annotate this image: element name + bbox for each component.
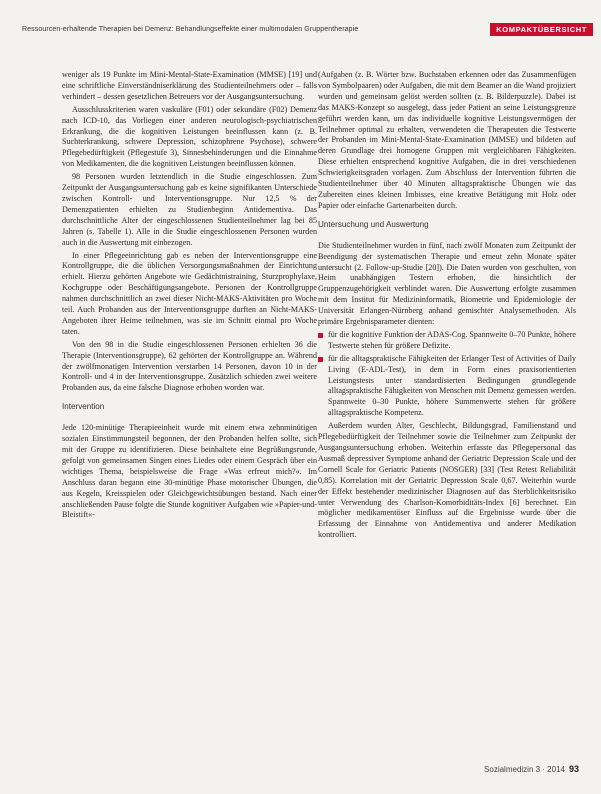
paragraph: weniger als 19 Punkte im Mini-Mental-State-Examination (MMSE) [19] und eine schriftliche Einverständniserklärung des Studienteilnehmers oder – falls verhindert – dessen gesetzlichen Betreuers vor der Ausgangsuntersuchung. xyxy=(62,70,317,101)
running-header xyxy=(22,22,593,36)
square-bullet-icon xyxy=(318,357,323,362)
paragraph: Ausschlusskriterien waren vaskuläre (F01) oder sekundäre (F02) Demenz nach ICD-10, das Vorliegen einer anderen neurologisch-psychiatrischen Erkrankung, die die kognitiven Leistungen beeinflussen kann (z. B. Suchterkrankung, schwere Depression, schizophrene Psychose), schwere Pflegebedürftigkeit (Pflegestufe 3), Sinnesbehinderungen und die Einnahme von Medikamenten, die die kognitiven Leistungen beeinflussen können. xyxy=(62,104,317,169)
left-column xyxy=(62,70,317,523)
paragraph: (Aufgaben (z. B. Wörter bzw. Buchstaben erkennen oder das Zusammenfügen von Symbolpaaren) oder Aufgaben, die mit dem Beamer an die Wand projiziert wurden und gemeinsam gelöst werden sollten (z. B. Bilderpuzzle). Dabei ist das MAKS-Konzept so ausgelegt, dass jeder Patient an seine Leistungsgrenze geführt werden kann, um das individuelle kognitive Leistungsvermögen der Teilnehmer optimal zu erhalten, verwendeten die Therapeuten die Testwerte der Probanden im Mini-Mental-State-Examination (MMSE) und bildeten auf deren Grundlage drei homogene Gruppen mit vergleichbaren Fähigkeiten. Diese erhielten entsprechend kognitive Aufgaben, die in drei verschiedenen Schwierigkeitsgraden vorlagen. Zum Abschluss der Intervention führten die Studienteilnehmer über 40 Minuten alltagspraktische Übungen wie das Zubereiten eines kleinen Imbisses, eine kreative Betätigung mit Holz oder Papier oder einfache Gartenarbeiten durch. xyxy=(318,70,576,210)
paragraph: In einer Pflegeeinrichtung gab es neben der Interventionsgruppe eine Kontrollgruppe, die die üblichen Versorgungsmaßnahmen der Einrichtung erhielt. Hierzu gehörten Angebote wie Gedächtnistraining, Sturzprophylaxe, Kochgruppe oder Beschäftigungsangebote. Personen der Kontrollgruppe nahmen durchschnittlich an zwei dieser Nicht-MAKS-Aktivitäten pro Woche teil. Auch Probanden aus der Interventionsgruppe durften an Nicht-MAKS-Angeboten ihrer Heime teilnehmen, was sie im Schnitt einmal pro Woche taten. xyxy=(62,250,317,336)
list-item xyxy=(318,330,576,352)
journal-name: Sozialmedizin 3 · 2014 xyxy=(484,764,565,774)
right-column xyxy=(318,70,576,543)
page-footer xyxy=(484,764,579,774)
section-heading: Intervention xyxy=(62,402,105,412)
list-item xyxy=(318,354,576,419)
page-number: 93 xyxy=(568,764,579,774)
bullet-list xyxy=(318,330,576,419)
paragraph: Von den 98 in die Studie eingeschlossenen Personen erhielten 36 die Therapie (Interventionsgruppe), 62 gehörten der Kontrollgruppe an. Während der zwölfmonatigen Intervention verstarben 14 Personen, davon 10 in der Kontroll- und 4 in der Interventionsgruppe. Zusätzlich schieden zwei weitere Probanden aus, da eine falsche Diagnose erhoben worden war. xyxy=(62,339,317,393)
paragraph: Jede 120-minütige Therapieeinheit wurde mit einem etwa zehnminütigen sozialen Einstimmungsteil begonnen, der den Probanden helfen sollte, sich mit der Gruppe zu identifizieren. Diese beinhaltete eine Begrüßungsrunde, gefolgt von gemeinsamen Singen eines Liedes oder einem Gespräch über ein wichtiges Thema, beispielsweise die Frage »Was erfreut mich?«. Im Anschluss daran begann eine 30-minütige Phase motorischer Übungen, die aus Kegeln, Kreisspielen oder Gleichgewichtsübungen bestand. Nach einer anschließenden Pause folgte die Stunde kognitiver Aufgaben wie »Papier-und-Bleistift«- xyxy=(62,423,317,520)
list-item-text: für die kognitive Funktion der ADAS-Cog. Spannweite 0–70 Punkte, höhere Testwerte stehen für größere Defizite. xyxy=(328,329,576,350)
square-bullet-icon xyxy=(318,333,323,338)
paragraph: Die Studienteilnehmer wurden in fünf, nach zwölf Monaten zum Zeitpunkt der Beendigung der systematischen Therapie und erneut zehn Monate später untersucht (2. Follow-up-Studie [20]). Die Daten wurden von geschulten, von Heim unabhängigen Testern erhoben, die hinsichtlich der Gruppenzugehörigkeit verblindet waren. Die Auswertung erfolgte zusammen mit dem Institut für Medizininformatik, Biometrie und Epidemiologie der Universität Erlangen-Nürnberg anhand gemischter Analysemethoden. Als primäre Ergebnisparameter dienten: xyxy=(318,240,576,327)
list-item-text: für die alltagspraktische Fähigkeiten der Erlanger Test of Activities of Daily Living (E-ADL-Test), in dem in Form eines praxisorientierten Leistungstests unter standardisierten Bedingungen grundlegende alltagspraktische Fähigkeiten von Menschen mit Demenz gemessen werden. Spannweite 0–30 Punkte, höhere Summenwerte stehen für größere alltagspraktische Kompetenz. xyxy=(328,353,576,418)
paragraph: 98 Personen wurden letztendlich in die Studie eingeschlossen. Zum Zeitpunkt der Ausgangsuntersuchung gab es keine signifikanten Unterschiede zwischen Kontroll- und Interventionsgruppe. Nur 12,5 % der Demenzpatienten erhielten zu Studienbeginn Antidementiva. Das durchschnittliche Alter der eingeschlossenen Studienteilnehmer lag bei 85 Jahren (s. Tabelle 1). Alle in die Studie eingeschlossenen Personen wurden auch in die Auswertung mit einbezogen. xyxy=(62,172,317,247)
section-badge: KOMPAKTÜBERSICHT xyxy=(490,23,593,36)
section-heading: Untersuchung und Auswertung xyxy=(318,219,429,229)
paragraph: Außerdem wurden Alter, Geschlecht, Bildungsgrad, Familienstand und Pflegebedürftigkeit der Teilnehmer sowie die Teilnehmer zum Zeitpunkt der Ausgangsuntersuchung erhoben. Weiterhin erfasste das Pflegepersonal das Ausmaß depressiver Symptome anhand der Geriatric Depression Scale und der Cornell Scale for Geriatric Patients (NOSGER) [33] (Test Retest Reliabilität 0,85). Korrelation mit der Geriatric Depression Scale 0,67. Weiterhin wurde der Effekt bestehender medizinischer Diagnosen auf das Sterblichkeitsrisiko unter Verwendung des Charlson-Komorbiditäts-Index [6] berechnet. Ein möglicher medikamentöser Einfluss auf die Ergebnisse wurde über die Erfassung der Einnahme von Antidementiva und anderer Medikation kontrolliert. xyxy=(318,421,576,540)
running-title: Ressourcen-erhaltende Therapien bei Demenz: Behandlungseffekte einer multimodalen Gruppentherapie xyxy=(22,25,359,33)
